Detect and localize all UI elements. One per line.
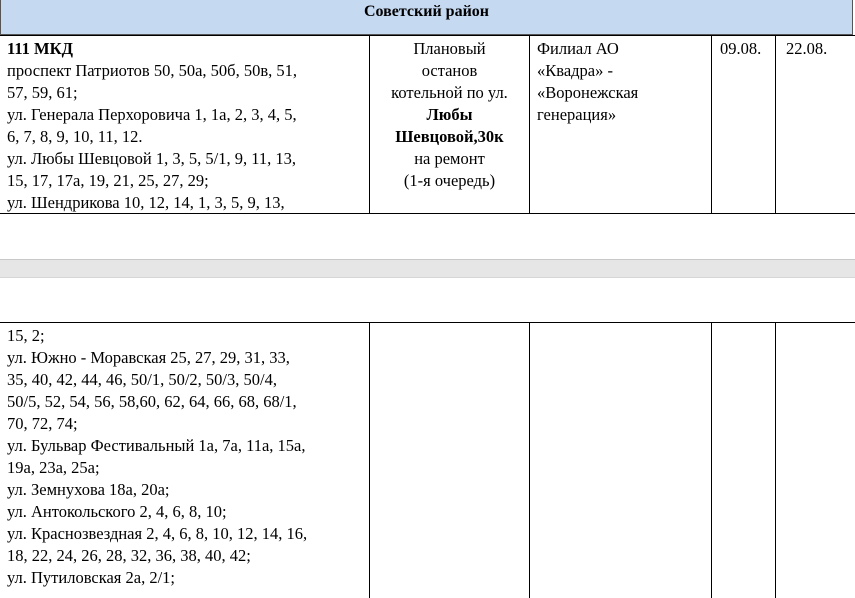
address-line: ул. Антокольского 2, 4, 6, 8, 10; bbox=[7, 502, 227, 521]
work-line-building: Шевцовой,30к bbox=[395, 127, 504, 146]
organization-line: генерация» bbox=[537, 105, 617, 124]
organization-cell bbox=[530, 36, 712, 213]
address-line: 15, 17, 17а, 19, 21, 25, 27, 29; bbox=[7, 171, 209, 190]
start-date-cell bbox=[712, 36, 776, 213]
address-line: проспект Патриотов 50, 50а, 50б, 50в, 51, bbox=[7, 61, 297, 80]
address-line: 18, 22, 24, 26, 28, 32, 36, 38, 40, 42; bbox=[7, 546, 251, 565]
organization-cell bbox=[530, 323, 712, 598]
table-row bbox=[0, 35, 855, 214]
work-line: котельной по ул. bbox=[391, 83, 508, 102]
address-line: 15, 2; bbox=[7, 326, 45, 345]
address-cell bbox=[0, 36, 370, 213]
work-description-cell bbox=[370, 36, 530, 213]
address-line: ул. Земнухова 18а, 20а; bbox=[7, 480, 170, 499]
end-date-cell bbox=[776, 36, 855, 213]
address-line: 35, 40, 42, 44, 46, 50/1, 50/2, 50/3, 50/4, bbox=[7, 370, 277, 389]
end-date-cell bbox=[776, 323, 855, 598]
work-description-cell bbox=[370, 323, 530, 598]
end-date: 22.08. bbox=[786, 39, 828, 58]
page-break-divider bbox=[0, 259, 855, 278]
address-cell bbox=[0, 323, 370, 598]
address-line: ул. Путиловская 2а, 2/1; bbox=[7, 568, 176, 587]
organization-line: «Воронежская bbox=[537, 83, 639, 102]
organization-line: Филиал АО bbox=[537, 39, 619, 58]
address-line: ул. Генерала Перхоровича 1, 1а, 2, 3, 4, 5, bbox=[7, 105, 297, 124]
district-title: Советский район bbox=[363, 3, 490, 20]
work-line: Плановый bbox=[413, 39, 486, 58]
address-line: ул. Южно - Моравская 25, 27, 29, 31, 33, bbox=[7, 348, 290, 367]
address-line: ул. Любы Шевцовой 1, 3, 5, 5/1, 9, 11, 13, bbox=[7, 149, 296, 168]
start-date: 09.08. bbox=[720, 39, 762, 58]
address-line: 50/5, 52, 54, 56, 58,60, 62, 64, 66, 68, 68/1, bbox=[7, 392, 297, 411]
address-line: 6, 7, 8, 9, 10, 11, 12. bbox=[7, 127, 143, 146]
address-line: 19а, 23а, 25а; bbox=[7, 458, 100, 477]
address-line: 57, 59, 61; bbox=[7, 83, 78, 102]
table-row-continued bbox=[0, 322, 855, 598]
work-line: на ремонт bbox=[414, 149, 485, 168]
address-line: ул. Краснозвездная 2, 4, 6, 8, 10, 12, 14, 16, bbox=[7, 524, 308, 543]
address-line: 70, 72, 74; bbox=[7, 414, 78, 433]
address-line: ул. Бульвар Фестивальный 1а, 7а, 11а, 15а, bbox=[7, 436, 306, 455]
work-line: останов bbox=[421, 61, 478, 80]
building-count: 111 МКД bbox=[7, 39, 73, 58]
work-line: (1-я очередь) bbox=[403, 171, 496, 190]
district-header bbox=[0, 0, 853, 35]
work-line-street: Любы bbox=[426, 105, 473, 124]
organization-line: «Квадра» - bbox=[537, 61, 613, 80]
start-date-cell bbox=[712, 323, 776, 598]
address-line: ул. Шендрикова 10, 12, 14, 1, 3, 5, 9, 13, bbox=[7, 193, 285, 212]
